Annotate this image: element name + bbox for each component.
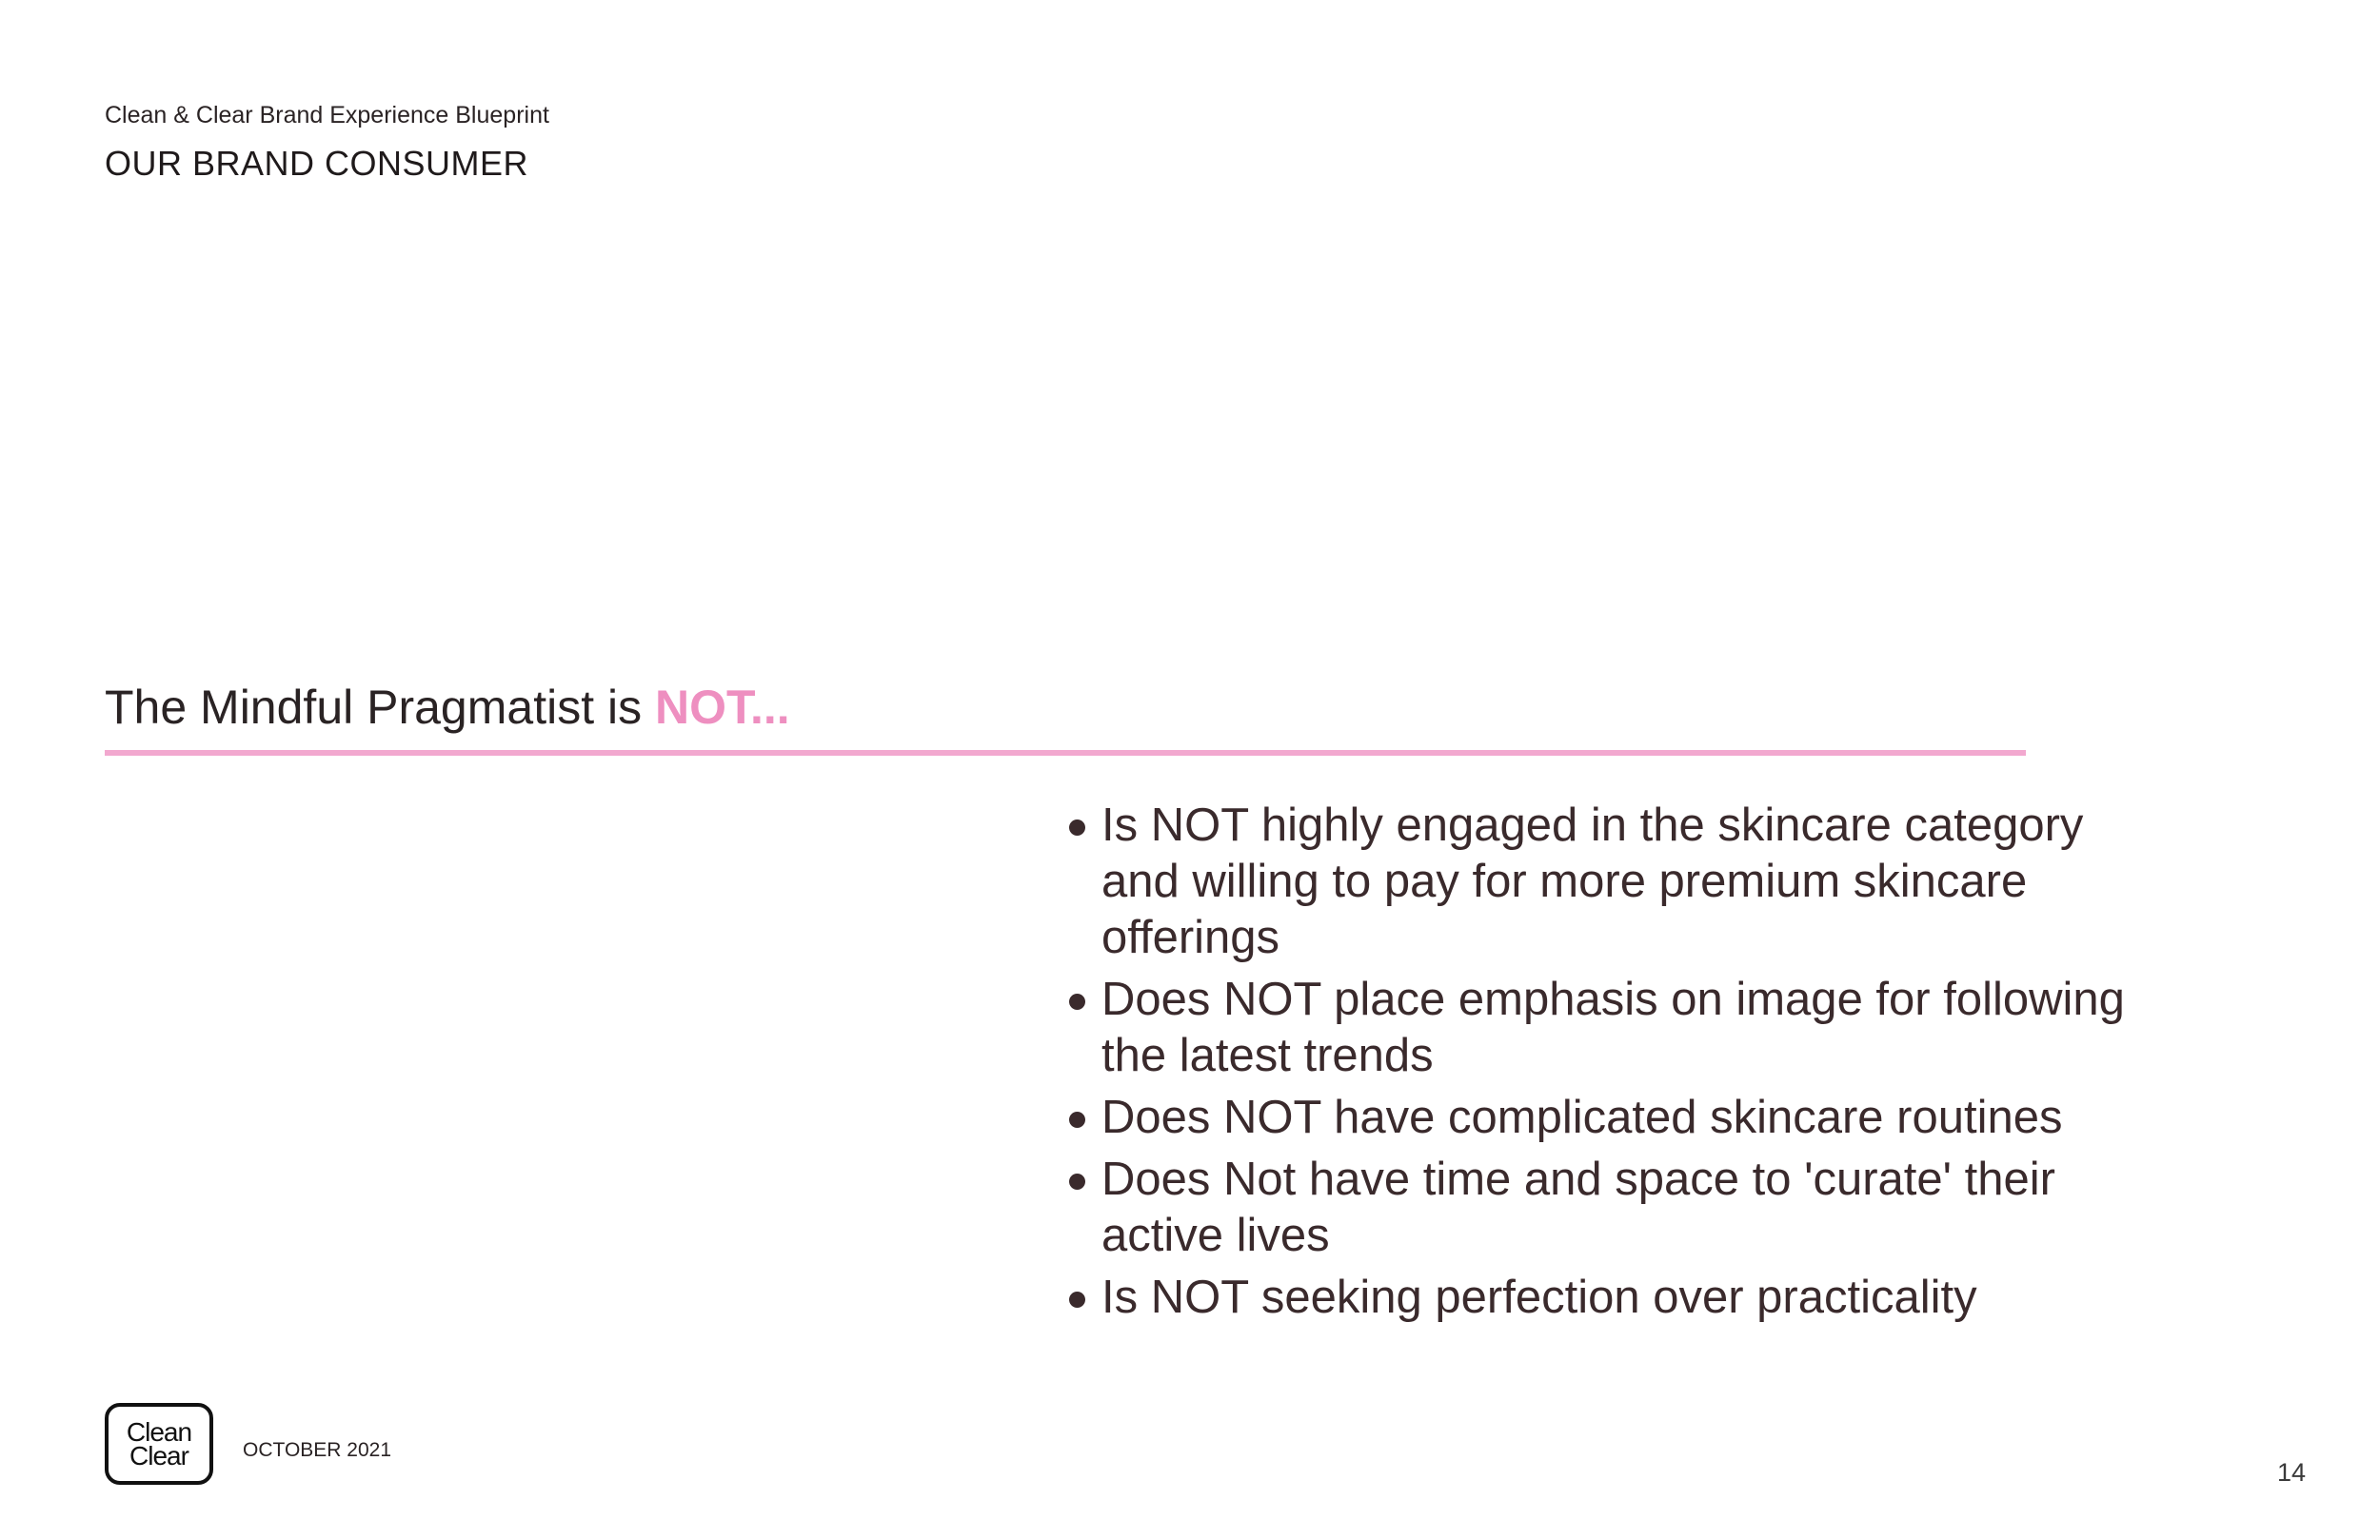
bullet-item <box>1061 972 2147 1084</box>
page-number: 14 <box>2277 1458 2307 1487</box>
bullet-text: Does NOT place emphasis on image for following the latest trends <box>1101 974 2125 1081</box>
bullet-text: Is NOT highly engaged in the skincare category and willing to pay for more premium skincare offerings <box>1101 800 2084 963</box>
bullet-item <box>1061 1152 2147 1264</box>
footer-date: OCTOBER 2021 <box>243 1439 392 1461</box>
document-kicker: Clean & Clear Brand Experience Blueprint <box>105 102 549 128</box>
logo-line-2: Clear <box>129 1441 188 1471</box>
bullet-dot-icon <box>1069 994 1085 1010</box>
bullet-item <box>1061 1270 2147 1326</box>
logo-line-1: Clean <box>126 1417 192 1447</box>
bullet-dot-icon <box>1069 1292 1085 1308</box>
bullet-text: Does Not have time and space to 'curate' their active lives <box>1101 1154 2055 1261</box>
bullet-list <box>1061 798 2147 1332</box>
bullet-dot-icon <box>1069 819 1085 836</box>
bullet-dot-icon <box>1069 1174 1085 1190</box>
clean-clear-logo <box>105 1403 213 1485</box>
bullet-item <box>1061 1090 2147 1146</box>
section-title: OUR BRAND CONSUMER <box>105 144 529 183</box>
bullet-dot-icon <box>1069 1112 1085 1128</box>
headline-divider <box>105 750 2026 756</box>
headline-emphasis: NOT... <box>654 681 790 734</box>
bullet-item <box>1061 798 2147 966</box>
bullet-text: Is NOT seeking perfection over practicality <box>1101 1272 1977 1323</box>
headline-prefix: The Mindful Pragmatist is <box>105 681 655 734</box>
bullet-text: Does NOT have complicated skincare routines <box>1101 1092 2063 1143</box>
page-headline <box>105 680 790 735</box>
